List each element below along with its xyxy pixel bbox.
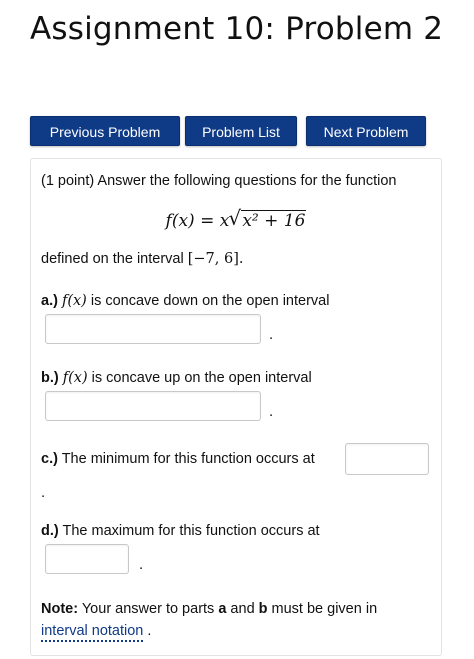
note-end: . [147,623,152,639]
function-lhs: f(x) = x [165,211,230,231]
part-b-fx: f(x) [62,370,88,386]
part-b-question [41,368,312,388]
note-part-b: b [258,601,268,617]
problem-list-button[interactable]: Problem List [185,116,297,146]
function-formula [31,206,441,233]
part-c-text: The minimum for this function occurs at [61,451,315,467]
note-and: and [226,601,259,617]
part-a-period: . [269,326,274,343]
part-c-question [41,449,315,469]
part-d-text: The maximum for this function occurs at [62,523,320,539]
part-c-answer-input[interactable] [345,443,429,475]
part-a-letter: a.) [41,293,58,309]
part-d-answer-input[interactable] [45,544,129,574]
part-c-letter: c.) [41,451,58,467]
function-radicand: x² + 16 [242,211,306,231]
note-text-after: must be given in [267,601,378,617]
part-a-fx: f(x) [61,293,87,309]
previous-problem-button[interactable]: Previous Problem [30,116,180,146]
part-b-period: . [269,403,274,420]
part-c-period: . [41,484,46,501]
problem-intro: (1 point) Answer the following questions for the function [41,173,397,189]
part-a-text: is concave down on the open interval [90,293,330,309]
note-line-2 [41,621,151,641]
part-d-question [41,521,320,541]
note-label: Note: [41,601,79,617]
part-a-answer-input[interactable] [45,314,261,344]
part-d-period: . [139,556,144,573]
interval-prefix: defined on the interval [41,251,188,267]
part-b-letter: b.) [41,370,59,386]
interval-notation-link[interactable]: interval notation [41,623,143,642]
interval-line [41,249,243,269]
next-problem-button[interactable]: Next Problem [306,116,426,146]
radical-sign: √ [228,206,242,230]
note-text-before: Your answer to parts [81,601,219,617]
interval-value: [−7, 6]. [187,251,244,267]
part-a-question [41,291,329,311]
square-root [228,206,306,233]
part-b-text: is concave up on the open interval [91,370,312,386]
problem-panel [30,158,442,656]
part-b-answer-input[interactable] [45,391,261,421]
note-line-1 [41,599,377,619]
page-title: Assignment 10: Problem 2 [30,11,444,47]
note-part-a: a [218,601,227,617]
part-d-letter: d.) [41,523,59,539]
